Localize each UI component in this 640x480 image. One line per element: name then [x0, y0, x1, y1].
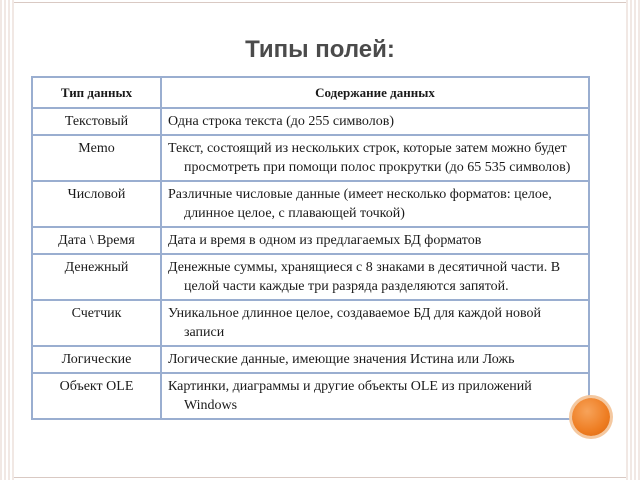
row-content-text: Различные числовые данные (имеет несколько форматов: целое, длинное целое, с плавающей точкой): [168, 187, 552, 221]
row-content: [161, 108, 589, 135]
header-data-content: Содержание данных: [161, 77, 589, 108]
decorative-orange-circle: [572, 398, 610, 436]
row-content: [161, 181, 589, 227]
table-row: [32, 254, 589, 300]
data-types-table: [31, 76, 590, 420]
row-type: Дата \ Время: [32, 227, 161, 254]
row-content-text: Уникальное длинное целое, создаваемое БД для каждой новой записи: [168, 306, 542, 340]
decorative-stripe-left: [0, 0, 14, 480]
row-type: Текстовый: [32, 108, 161, 135]
row-content-text: Картинки, диаграммы и другие объекты OLE из приложений Windows: [168, 379, 532, 413]
row-content: [161, 254, 589, 300]
row-content-text: Дата и время в одном из предлагаемых БД форматов: [168, 233, 482, 248]
row-content-text: Одна строка текста (до 255 символов): [168, 114, 395, 129]
row-type: Объект OLE: [32, 373, 161, 419]
decorative-stripe-right: [626, 0, 640, 480]
row-type: Логические: [32, 346, 161, 373]
row-content-text: Текст, состоящий из нескольких строк, которые затем можно будет просмотреть при помощи полос прокрутки (до 65 535 символов): [168, 141, 571, 175]
row-content-text: Логические данные, имеющие значения Истина или Ложь: [168, 352, 515, 367]
table-header-row: [32, 77, 589, 108]
table-row: [32, 108, 589, 135]
row-content: [161, 135, 589, 181]
row-type: Счетчик: [32, 300, 161, 346]
table-row: [32, 373, 589, 419]
header-data-type: Тип данных: [32, 77, 161, 108]
slide-title: Типы полей:: [245, 36, 395, 63]
row-type: Memo: [32, 135, 161, 181]
table-row: [32, 346, 589, 373]
row-content: [161, 227, 589, 254]
row-type: Денежный: [32, 254, 161, 300]
row-content: [161, 346, 589, 373]
row-type: Числовой: [32, 181, 161, 227]
table-row: [32, 135, 589, 181]
row-content: [161, 373, 589, 419]
row-content-text: Денежные суммы, хранящиеся с 8 знаками в десятичной части. В целой части каждые три разряда разделяются запятой.: [168, 260, 561, 294]
table-row: [32, 300, 589, 346]
row-content: [161, 300, 589, 346]
table-row: [32, 227, 589, 254]
table-row: [32, 181, 589, 227]
